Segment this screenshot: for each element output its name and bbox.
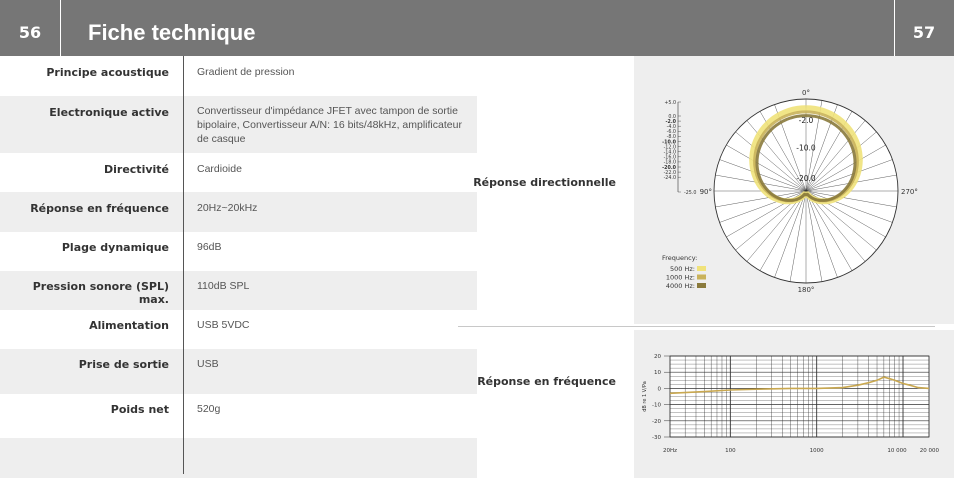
- polar-scale-label: -4.0: [666, 125, 676, 130]
- freq-ytick: -30: [652, 435, 661, 441]
- freq-ylabel: dB re 1 V/Pa: [642, 381, 648, 412]
- polar-scale-label: -16.0: [663, 155, 676, 161]
- freq-xtick: 100: [725, 448, 736, 454]
- spec-label: Principe acoustique: [46, 66, 169, 79]
- spec-label: Réponse en fréquence: [30, 202, 169, 215]
- polar-scale-label: -25.0: [684, 191, 697, 196]
- spec-row: [0, 192, 477, 232]
- polar-legend-swatch: [697, 275, 706, 280]
- table-divider: [183, 56, 184, 474]
- polar-angle-label: 90°: [699, 188, 712, 196]
- spec-label: Prise de sortie: [78, 358, 169, 371]
- spec-label: Pression sonore (SPL) max.: [32, 280, 169, 306]
- spec-label: Electronique active: [49, 106, 169, 119]
- frequency-chart: [634, 330, 954, 478]
- polar-scale-label: -18.0: [663, 160, 676, 166]
- spec-row: [0, 56, 477, 96]
- spec-row: [0, 96, 477, 153]
- freq-xtick: 10 000: [887, 448, 907, 454]
- spec-label: Poids net: [110, 403, 169, 416]
- polar-scale-label: -8.0: [666, 135, 676, 141]
- polar-legend-swatch: [697, 283, 706, 288]
- spec-row: [0, 349, 477, 394]
- spec-label: Plage dynamique: [61, 241, 169, 254]
- freq-ytick: 0: [657, 386, 661, 393]
- spec-value: Gradient de pression: [197, 66, 295, 78]
- spec-row: [0, 271, 477, 310]
- polar-ring-label: -20.0: [796, 173, 816, 183]
- spec-label: Alimentation: [89, 319, 169, 332]
- graph-divider: [458, 326, 935, 327]
- polar-legend-label: 4000 Hz:: [665, 282, 695, 290]
- polar-scale-label: -6.0: [666, 130, 676, 136]
- freq-graph-label: Réponse en fréquence: [477, 375, 616, 388]
- polar-scale-label: -10.0: [662, 140, 676, 146]
- spec-row: [0, 394, 477, 438]
- freq-ytick: 10: [654, 370, 661, 377]
- polar-legend-swatch: [697, 266, 706, 271]
- polar-graph-label: Réponse directionnelle: [473, 176, 616, 189]
- polar-scale-label: -24.0: [663, 176, 676, 181]
- polar-scale-label: 0.0: [668, 114, 676, 120]
- polar-chart: [634, 56, 954, 324]
- freq-ytick: 20: [654, 354, 661, 360]
- polar-scale-label: -14.0: [663, 150, 676, 156]
- spec-row-empty: [0, 438, 477, 478]
- freq-grid: [670, 356, 929, 437]
- polar-legend-label: 500 Hz:: [670, 265, 695, 273]
- freq-xtick: 20Hz: [662, 448, 678, 454]
- freq-xtick: 1000: [809, 448, 824, 454]
- polar-scale-label: -2.0: [665, 119, 676, 125]
- polar-angle-label: 180°: [797, 286, 815, 294]
- polar-legend: [662, 254, 706, 290]
- header-divider-left: [60, 0, 61, 56]
- polar-scale: [662, 100, 696, 196]
- page-title: Fiche technique: [88, 20, 256, 45]
- spec-row: [0, 232, 477, 271]
- freq-ytick: -20: [652, 418, 661, 425]
- polar-ring-label: -10.0: [796, 143, 816, 153]
- freq-xtick: 20 000: [919, 448, 939, 454]
- spec-value: 20Hz~20kHz: [197, 202, 258, 214]
- page-number-right: 57: [912, 23, 936, 42]
- spec-row: [0, 153, 477, 192]
- polar-scale-label: -22.0: [663, 170, 676, 176]
- polar-angle-label: 0°: [802, 89, 810, 97]
- spec-value: 96dB: [197, 241, 222, 253]
- spec-value: Convertisseur d'impédance JFET avec tampon de sortie bipolaire, Convertisseur A/N: 16 bits/48kHz, amplificateur de casque: [197, 105, 462, 145]
- polar-scale-label: +5.0: [664, 100, 676, 106]
- polar-angle-label: 270°: [901, 188, 918, 196]
- spec-value: USB 5VDC: [197, 319, 250, 331]
- spec-label: Directivité: [104, 163, 169, 176]
- polar-scale-label: -20.0: [662, 165, 676, 171]
- spec-value: 110dB SPL: [197, 280, 250, 292]
- polar-grid: [714, 99, 898, 283]
- page-number-left: 56: [18, 23, 42, 42]
- polar-legend-title: Frequency:: [662, 254, 698, 262]
- spec-value: 520g: [197, 403, 221, 415]
- polar-legend-label: 1000 Hz:: [665, 273, 695, 282]
- spec-row: [0, 310, 477, 349]
- polar-scale-label: -12.0: [663, 145, 676, 151]
- spec-value: Cardioide: [197, 163, 242, 175]
- spec-value: USB: [197, 358, 219, 370]
- freq-ytick: -10: [652, 402, 661, 409]
- polar-ring-label: -2.0: [798, 115, 814, 125]
